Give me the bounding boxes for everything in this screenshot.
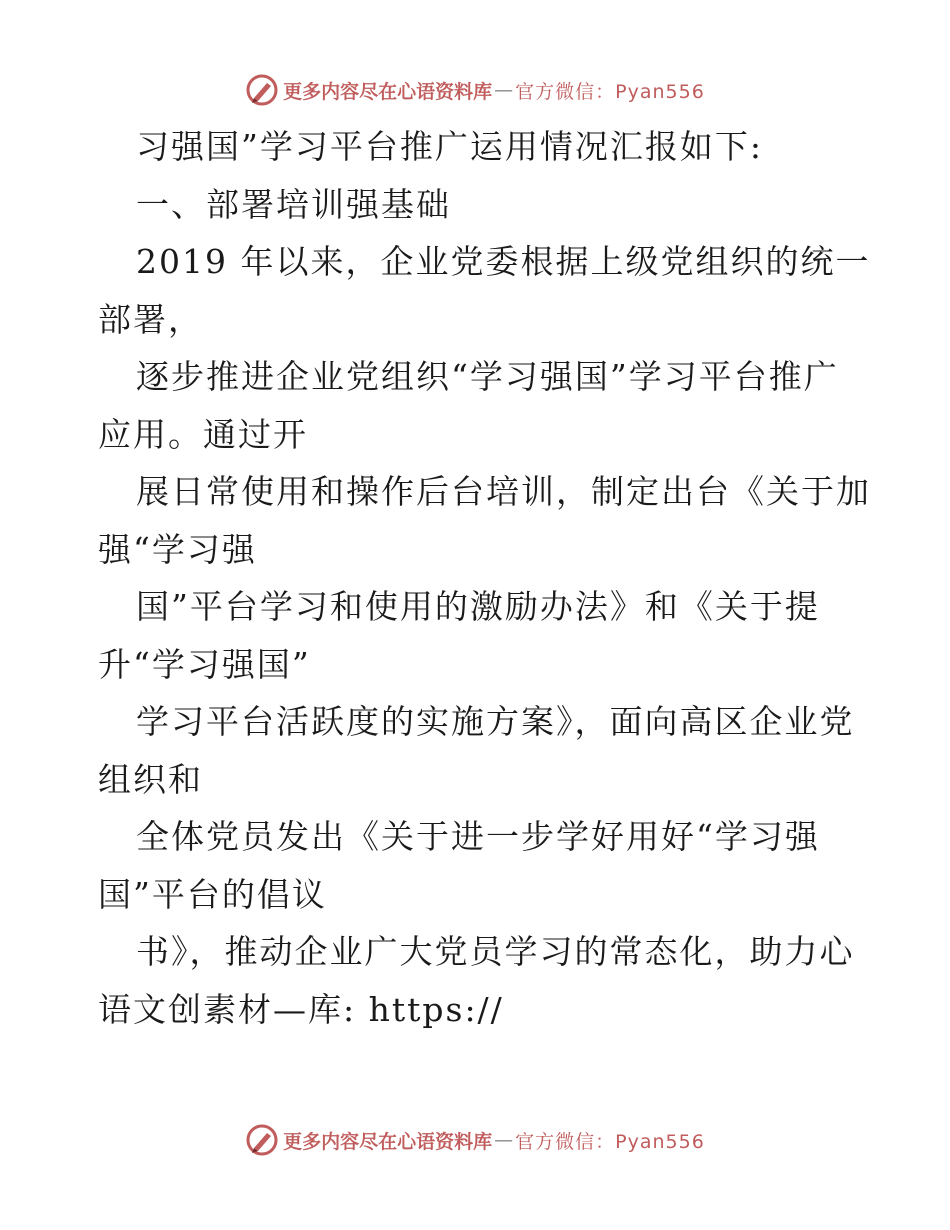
text-line: 国”平台的倡议 [98, 874, 327, 914]
text-line: 展日常使用和操作后台培训，制定出台《关于加 [136, 472, 871, 511]
text-line: 全体党员发出《关于进一步学好用好“学习强 [136, 817, 820, 856]
text-line: 部署， [98, 299, 203, 339]
footer-watermark-banner [0, 1120, 950, 1160]
document-body [98, 118, 871, 1038]
banner-contact-text: 官方微信：Pyan556 [515, 80, 705, 103]
banner-brand-text: 更多内容尽在心语资料库 [283, 80, 493, 103]
pen-circle-logo-icon [245, 73, 279, 107]
text-line: 应用。通过开 [98, 414, 308, 454]
text-line: 习强国”学习平台推广运用情况汇报如下: [136, 127, 763, 166]
text-line: 学习平台活跃度的实施方案》，面向高区企业党 [136, 702, 855, 741]
text-line: 国”平台学习和使用的激励办法》和《关于提 [136, 587, 820, 626]
text-line: 逐步推进企业党组织“学习强国”学习平台推广 [136, 357, 839, 396]
text-line: 升“学习强国” [98, 644, 311, 684]
text-line: 强“学习强 [98, 529, 257, 569]
banner-contact-text: 官方微信：Pyan556 [515, 1130, 705, 1153]
banner-brand-text: 更多内容尽在心语资料库 [283, 1130, 493, 1153]
text-line: 书》，推动企业广大党员学习的常态化，助力心 [136, 932, 855, 971]
banner-dash: — [494, 1129, 514, 1151]
pen-circle-logo-icon [245, 1123, 279, 1157]
text-line: 语文创素材—库: https:// [98, 989, 504, 1029]
section-heading: 一、部署培训强基础 [136, 184, 451, 224]
text-line: 2019 年以来，企业党委根据上级党组织的统一 [136, 242, 871, 281]
banner-dash: — [494, 79, 514, 101]
text-line: 组织和 [98, 759, 203, 799]
header-watermark-banner [0, 70, 950, 110]
